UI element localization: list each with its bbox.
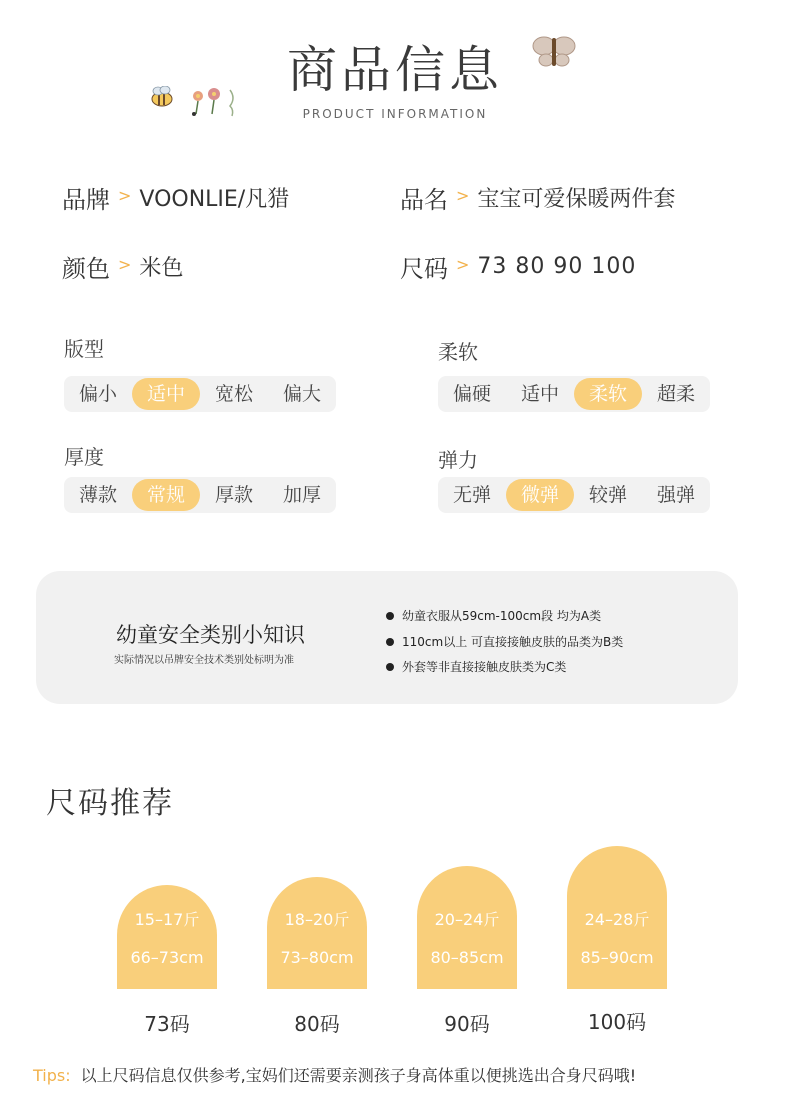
softness-option[interactable]: 适中 xyxy=(520,383,559,405)
softness-option[interactable]: 超柔 xyxy=(656,383,695,405)
butterfly-icon xyxy=(532,30,576,70)
elasticity-selector xyxy=(438,477,710,513)
chevron-right-icon: > xyxy=(456,255,470,274)
product-name-value: 宝宝可爱保暖两件套 xyxy=(477,187,676,212)
fit-selector xyxy=(64,376,336,412)
color-label: 颜色 xyxy=(62,255,110,283)
size-value: 73 80 90 100 xyxy=(477,254,637,279)
chevron-right-icon: > xyxy=(118,186,132,205)
tips-text: 以上尺码信息仅供参考,宝妈们还需要亲测孩子身高体重以便挑选出合身尺码哦! xyxy=(80,1066,637,1085)
size-height: 66–73cm xyxy=(130,948,204,967)
thickness-option[interactable]: 加厚 xyxy=(282,484,321,506)
thickness-selector xyxy=(64,477,336,513)
size-code-label: 80码 xyxy=(294,1012,340,1036)
fit-option[interactable]: 偏小 xyxy=(78,383,117,405)
page-subtitle: PRODUCT INFORMATION xyxy=(302,107,488,121)
bee-icon xyxy=(148,86,176,108)
tips-key: Tips: xyxy=(33,1066,71,1085)
product-name-row xyxy=(400,180,675,215)
size-code-label: 100码 xyxy=(587,1010,647,1034)
size-label: 尺码 xyxy=(400,255,448,283)
size-code-label: 90码 xyxy=(444,1012,490,1036)
fit-label: 版型 xyxy=(64,337,104,361)
brand-value: VOONLIE/凡猎 xyxy=(139,187,290,212)
thickness-option[interactable]: 常规 xyxy=(132,479,200,511)
product-name-label: 品名 xyxy=(400,186,448,214)
size-weight: 20–24斤 xyxy=(434,910,500,929)
size-card xyxy=(417,866,517,989)
thickness-label: 厚度 xyxy=(64,445,104,469)
softness-option[interactable]: 柔软 xyxy=(574,378,642,410)
elasticity-option[interactable]: 无弹 xyxy=(452,484,491,506)
size-card xyxy=(267,877,367,989)
size-weight: 15–17斤 xyxy=(134,910,200,929)
size-height: 73–80cm xyxy=(280,948,354,967)
elasticity-option[interactable]: 强弹 xyxy=(656,484,695,506)
size-weight: 24–28斤 xyxy=(584,910,650,929)
thickness-option[interactable]: 厚款 xyxy=(214,484,253,506)
size-height: 85–90cm xyxy=(580,948,654,967)
safety-bullet xyxy=(386,607,601,624)
bullet-dot-icon xyxy=(386,638,394,646)
tips-note xyxy=(33,1063,636,1086)
elasticity-label: 弹力 xyxy=(438,448,478,472)
elasticity-option[interactable]: 较弹 xyxy=(588,484,627,506)
softness-option[interactable]: 偏硬 xyxy=(452,383,491,405)
color-value: 米色 xyxy=(139,256,184,281)
safety-subtitle: 实际情况以吊牌安全技术类别处标明为准 xyxy=(114,655,294,666)
fit-option[interactable]: 偏大 xyxy=(282,383,321,405)
size-code-label: 73码 xyxy=(144,1012,190,1036)
safety-bullet-text: 幼童衣服从59cm-100cm段 均为A类 xyxy=(402,609,602,623)
safety-bullet xyxy=(386,633,623,650)
safety-bullet xyxy=(386,658,566,675)
chevron-right-icon: > xyxy=(456,186,470,205)
size-card xyxy=(567,846,667,989)
brand-row xyxy=(62,180,289,215)
safety-title: 幼童安全类别小知识 xyxy=(116,623,305,647)
color-row xyxy=(62,249,183,284)
thickness-option[interactable]: 薄款 xyxy=(78,484,117,506)
safety-bullet-text: 外套等非直接接触皮肤类为C类 xyxy=(402,660,567,674)
bullet-dot-icon xyxy=(386,612,394,620)
size-row xyxy=(400,249,636,284)
flower-icon xyxy=(186,84,242,118)
softness-label: 柔软 xyxy=(438,340,478,364)
chevron-right-icon: > xyxy=(118,255,132,274)
fit-option[interactable]: 宽松 xyxy=(214,383,253,405)
elasticity-option[interactable]: 微弹 xyxy=(506,479,574,511)
size-weight: 18–20斤 xyxy=(284,910,350,929)
bullet-dot-icon xyxy=(386,663,394,671)
softness-selector xyxy=(438,376,710,412)
brand-label: 品牌 xyxy=(62,186,110,214)
size-card xyxy=(117,885,217,989)
page-title: 商品信息 xyxy=(287,41,503,99)
fit-option[interactable]: 适中 xyxy=(132,378,200,410)
safety-bullet-text: 110cm以上 可直接接触皮肤的品类为B类 xyxy=(402,635,624,649)
size-recommend-heading: 尺码推荐 xyxy=(46,786,174,821)
size-height: 80–85cm xyxy=(430,948,504,967)
